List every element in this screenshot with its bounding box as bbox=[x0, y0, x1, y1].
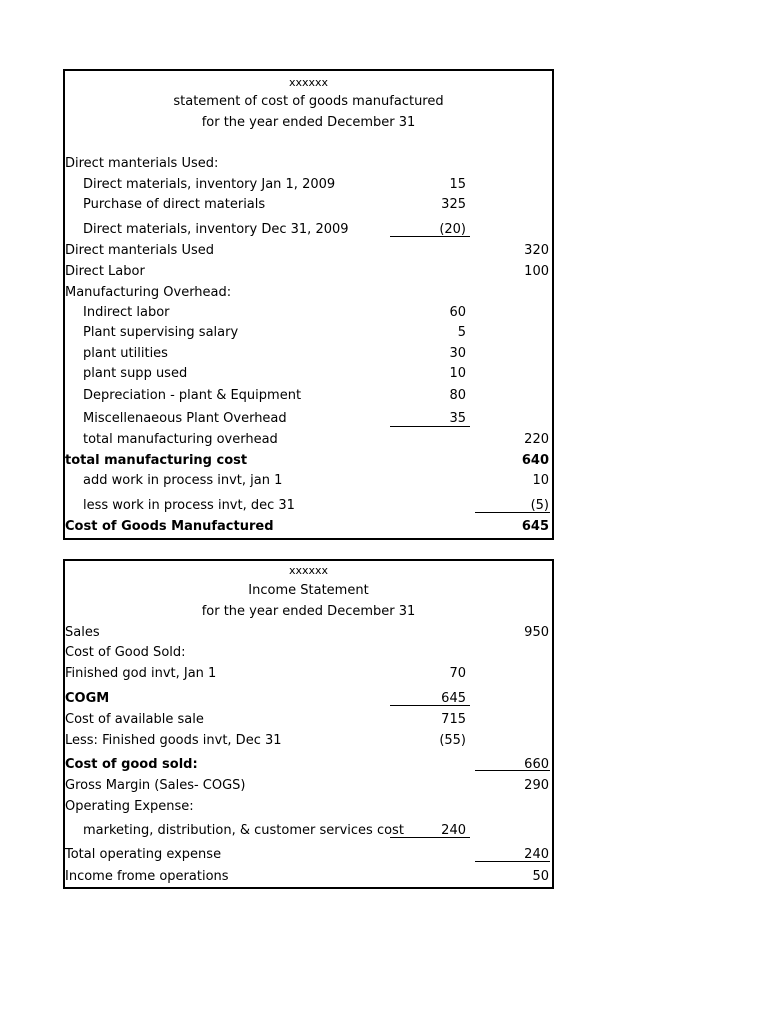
cogm-title: statement of cost of goods manufactured bbox=[173, 94, 444, 109]
statement-row bbox=[65, 496, 552, 516]
row-label: Plant supervising salary bbox=[83, 325, 239, 340]
row-label: plant supp used bbox=[83, 366, 188, 381]
row-label: Cost of good sold: bbox=[65, 757, 198, 772]
row-total-value: 50 bbox=[532, 869, 549, 884]
row-subtotal-value: 60 bbox=[449, 305, 466, 320]
statement-row bbox=[65, 821, 552, 841]
statement-row bbox=[65, 731, 552, 751]
statement-row bbox=[65, 283, 552, 303]
row-label: Cost of Good Sold: bbox=[65, 645, 186, 660]
statement-row bbox=[65, 776, 552, 796]
row-label: total manufacturing overhead bbox=[83, 432, 278, 447]
income-title: Income Statement bbox=[248, 583, 369, 598]
row-label: Direct materials, inventory Jan 1, 2009 bbox=[83, 177, 336, 192]
row-label: Gross Margin (Sales- COGS) bbox=[65, 778, 246, 793]
row-label: plant utilities bbox=[83, 346, 168, 361]
income-period: for the year ended December 31 bbox=[201, 604, 416, 619]
row-total-value: 10 bbox=[532, 473, 549, 488]
row-total-value: 240 bbox=[524, 847, 549, 862]
statement-row bbox=[65, 797, 552, 817]
cogm-header-period bbox=[65, 113, 552, 133]
row-total-value: 660 bbox=[524, 757, 549, 772]
row-label: Depreciation - plant & Equipment bbox=[83, 388, 302, 403]
row-total-value: (5) bbox=[530, 498, 549, 513]
row-label: Operating Expense: bbox=[65, 799, 194, 814]
row-total-value: 220 bbox=[524, 432, 549, 447]
row-label: Direct manterials Used bbox=[65, 243, 214, 258]
statement-row bbox=[65, 689, 552, 709]
row-subtotal-value: 325 bbox=[441, 197, 466, 212]
row-label: Direct materials, inventory Dec 31, 2009 bbox=[83, 222, 349, 237]
cogm-header-title bbox=[65, 92, 552, 112]
statement-row bbox=[65, 364, 552, 384]
row-subtotal-value: 5 bbox=[457, 325, 466, 340]
income-header-title bbox=[65, 581, 552, 601]
row-total-value: 100 bbox=[524, 264, 549, 279]
row-label: Finished god invt, Jan 1 bbox=[65, 666, 217, 681]
row-label: Cost of Goods Manufactured bbox=[65, 519, 274, 534]
statement-row bbox=[65, 471, 552, 491]
row-label: COGM bbox=[65, 691, 110, 706]
income-company: xxxxxx bbox=[288, 564, 329, 577]
statement-row bbox=[65, 867, 552, 887]
income-header-period bbox=[65, 602, 552, 622]
statement-row bbox=[65, 262, 552, 282]
row-label: marketing, distribution, & customer services cost bbox=[83, 823, 404, 838]
cogm-header-company bbox=[65, 73, 552, 93]
row-subtotal-value: 10 bbox=[449, 366, 466, 381]
statement-row bbox=[65, 154, 552, 174]
row-subtotal-value: 30 bbox=[449, 346, 466, 361]
statement-row bbox=[65, 323, 552, 343]
row-total-value: 640 bbox=[521, 453, 549, 468]
cogm-statement bbox=[63, 69, 554, 540]
statement-row bbox=[65, 175, 552, 195]
income-header-company bbox=[65, 561, 552, 581]
row-label: Total operating expense bbox=[65, 847, 222, 862]
row-label: Indirect labor bbox=[83, 305, 170, 320]
row-label: less work in process invt, dec 31 bbox=[83, 498, 295, 513]
statement-row bbox=[65, 195, 552, 215]
row-subtotal-value: 715 bbox=[441, 712, 466, 727]
row-label: Miscellenaeous Plant Overhead bbox=[83, 411, 287, 426]
income-statement bbox=[63, 559, 554, 889]
statement-row bbox=[65, 755, 552, 775]
row-subtotal-value: 645 bbox=[441, 691, 466, 706]
statement-row bbox=[65, 517, 552, 537]
row-label: Purchase of direct materials bbox=[83, 197, 266, 212]
statement-row bbox=[65, 623, 552, 643]
row-subtotal-value: (55) bbox=[439, 733, 466, 748]
cogm-period: for the year ended December 31 bbox=[201, 115, 416, 130]
row-subtotal-value: (20) bbox=[439, 222, 466, 237]
row-subtotal-value: 70 bbox=[449, 666, 466, 681]
row-label: Less: Finished goods invt, Dec 31 bbox=[65, 733, 282, 748]
statement-row bbox=[65, 344, 552, 364]
statement-row bbox=[65, 409, 552, 429]
row-label: Direct Labor bbox=[65, 264, 145, 279]
statement-row bbox=[65, 220, 552, 240]
row-label: add work in process invt, jan 1 bbox=[83, 473, 283, 488]
statement-row bbox=[65, 241, 552, 261]
row-label: Manufacturing Overhead: bbox=[65, 285, 232, 300]
row-subtotal-value: 35 bbox=[449, 411, 466, 426]
row-total-value: 645 bbox=[521, 519, 549, 534]
statement-row bbox=[65, 664, 552, 684]
statement-row bbox=[65, 643, 552, 663]
row-label: Sales bbox=[65, 625, 100, 640]
statement-row bbox=[65, 386, 552, 406]
row-subtotal-value: 15 bbox=[449, 177, 466, 192]
row-total-value: 320 bbox=[524, 243, 549, 258]
statement-row bbox=[65, 451, 552, 471]
row-label: Cost of available sale bbox=[65, 712, 204, 727]
cogm-company: xxxxxx bbox=[288, 76, 329, 89]
statement-row bbox=[65, 430, 552, 450]
statement-row bbox=[65, 845, 552, 865]
row-total-value: 950 bbox=[524, 625, 549, 640]
statement-row bbox=[65, 303, 552, 323]
row-label: total manufacturing cost bbox=[65, 453, 248, 468]
statement-row bbox=[65, 710, 552, 730]
row-subtotal-value: 240 bbox=[441, 823, 466, 838]
row-label: Direct manterials Used: bbox=[65, 156, 219, 171]
row-label: Income frome operations bbox=[65, 869, 229, 884]
row-total-value: 290 bbox=[524, 778, 549, 793]
row-subtotal-value: 80 bbox=[449, 388, 466, 403]
